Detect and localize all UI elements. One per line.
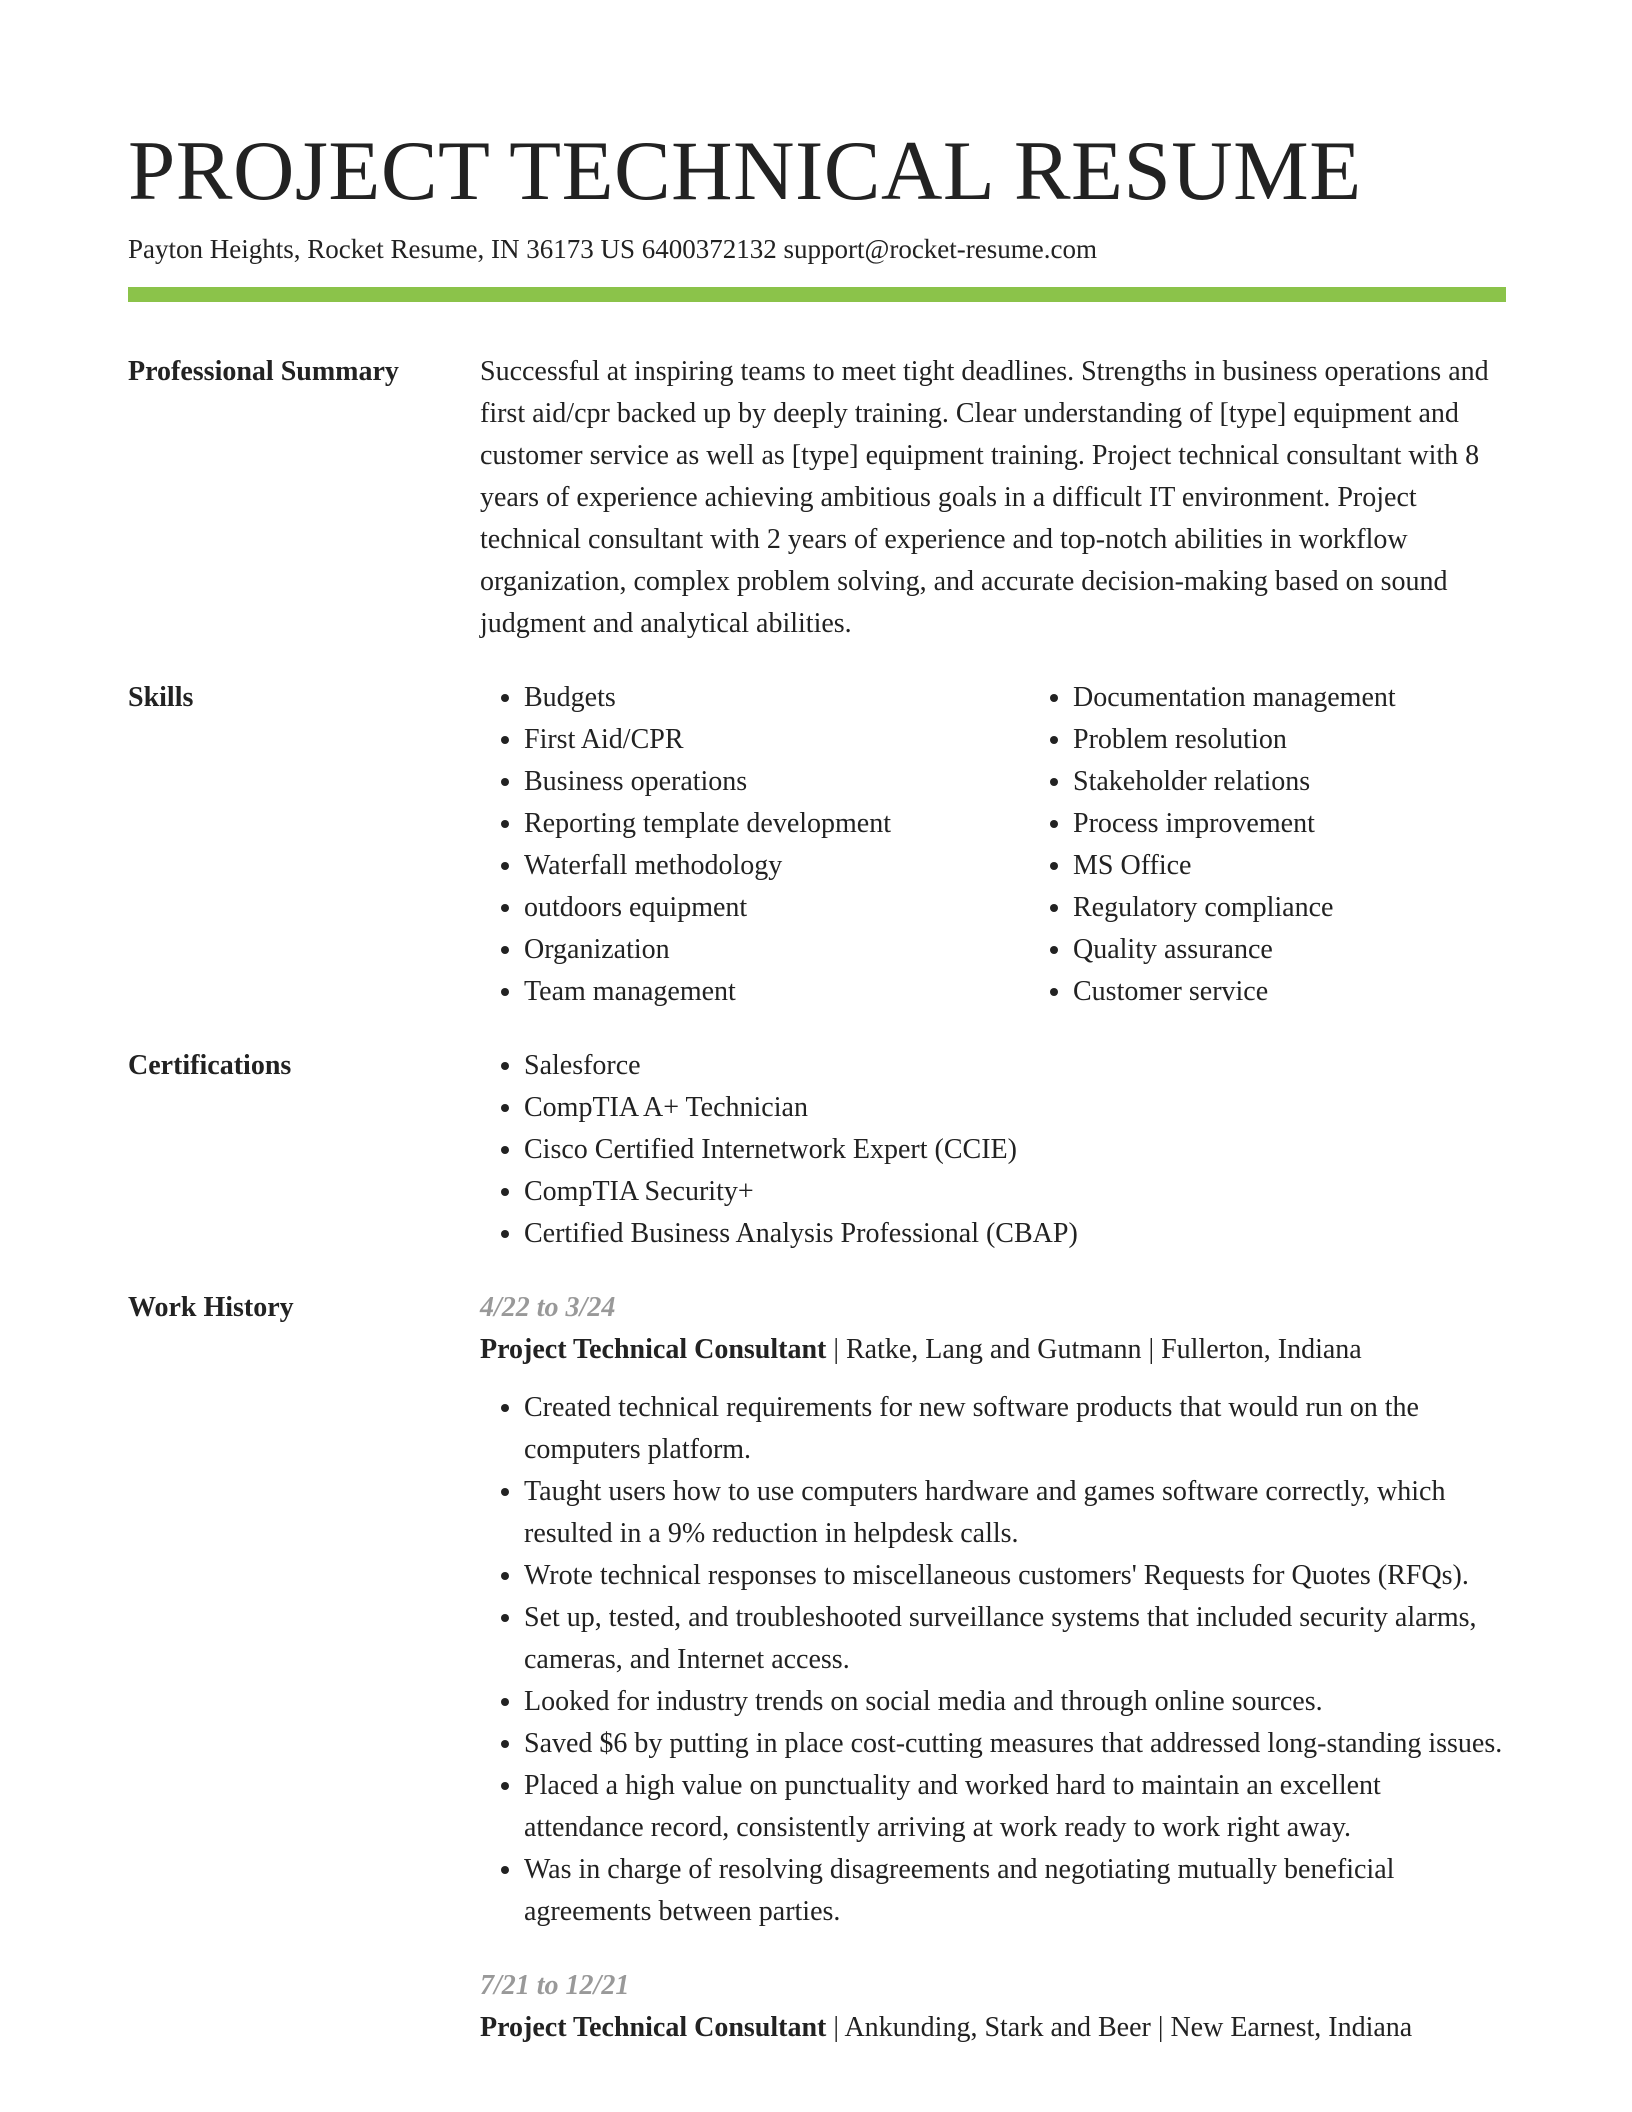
skill-item: • Organization (524, 929, 1029, 971)
job-title: Project Technical Consultant (480, 2012, 827, 2043)
skill-item: • Business operations (524, 761, 1029, 803)
responsibility-item: • Created technical requirements for new software products that would run on the computers platform. (524, 1387, 1506, 1471)
skill-item: • Documentation management (1073, 677, 1578, 719)
responsibility-item: • Taught users how to use computers hardware and games software correctly, which resulted in a 9% reduction in helpdesk calls. (524, 1471, 1506, 1555)
job-heading (480, 1329, 1506, 1371)
resume-title: PROJECT TECHNICAL RESUME (128, 124, 1362, 218)
certification-item: • CompTIA A+ Technician (524, 1087, 1506, 1129)
job-dates: 4/22 to 3/24 (480, 1292, 616, 1323)
job-title: Project Technical Consultant (480, 1334, 827, 1365)
job-employer-location: | Ankunding, Stark and Beer | New Earnest, Indiana (826, 2012, 1413, 2043)
certifications-label: Certifications (128, 1050, 292, 1081)
responsibility-item: • Set up, tested, and troubleshooted surveillance systems that included security alarms, cameras, and Internet access. (524, 1597, 1506, 1681)
skill-item: • Budgets (524, 677, 1029, 719)
responsibility-item: • Wrote technical responses to miscellaneous customers' Requests for Quotes (RFQs). (524, 1555, 1506, 1597)
skill-item: • Problem resolution (1073, 719, 1578, 761)
contact-line: Payton Heights, Rocket Resume, IN 36173 US 6400372132 support@rocket-resume.com (128, 234, 1097, 264)
responsibility-item: • Looked for industry trends on social media and through online sources. (524, 1681, 1506, 1723)
certification-item: • Certified Business Analysis Professional (CBAP) (524, 1213, 1506, 1255)
skills-column-2 (1029, 677, 1578, 1013)
skill-item: • Waterfall methodology (524, 845, 1029, 887)
certification-item: • Cisco Certified Internetwork Expert (CCIE) (524, 1129, 1506, 1171)
job-entry (480, 1287, 1506, 1933)
skill-item: • Regulatory compliance (1073, 887, 1578, 929)
responsibility-item: • Was in charge of resolving disagreements and negotiating mutually beneficial agreements between parties. (524, 1849, 1506, 1933)
responsibility-item: • Saved $6 by putting in place cost-cutting measures that addressed long-standing issues. (524, 1723, 1506, 1765)
job-dates: 7/21 to 12/21 (480, 1970, 630, 2001)
skill-item: • Stakeholder relations (1073, 761, 1578, 803)
skill-item: • Customer service (1073, 971, 1578, 1013)
responsibility-item: • Placed a high value on punctuality and worked hard to maintain an excellent attendance record, consistently arriving at work ready to work right away. (524, 1765, 1506, 1849)
work-history-label: Work History (128, 1292, 294, 1323)
skill-item: • Reporting template development (524, 803, 1029, 845)
skill-item: • First Aid/CPR (524, 719, 1029, 761)
certifications-list (480, 1045, 1506, 1255)
skill-item: • Process improvement (1073, 803, 1578, 845)
certification-item: • CompTIA Security+ (524, 1171, 1506, 1213)
skills-section (128, 677, 1506, 1013)
certification-item: • Salesforce (524, 1045, 1506, 1087)
skill-item: • outdoors equipment (524, 887, 1029, 929)
work-history-section (128, 1287, 1506, 2081)
job-entry (480, 1965, 1506, 2049)
certifications-section (128, 1045, 1506, 1255)
job-employer-location: | Ratke, Lang and Gutmann | Fullerton, Indiana (826, 1334, 1362, 1365)
summary-section (128, 351, 1506, 645)
job-heading (480, 2007, 1506, 2049)
resume-page (128, 0, 1506, 2081)
skills-label: Skills (128, 682, 194, 713)
skill-item: • Team management (524, 971, 1029, 1013)
skill-item: • Quality assurance (1073, 929, 1578, 971)
skill-item: • MS Office (1073, 845, 1578, 887)
accent-divider (128, 287, 1506, 302)
skills-column-1 (480, 677, 1029, 1013)
summary-text: Successful at inspiring teams to meet tight deadlines. Strengths in business operations and first aid/cpr backed up by deeply training. Clear understanding of [type] equipment and customer service as well as [type] equipment training. Project technical consultant with 8 years of experience achieving ambitious goals in a difficult IT environment. Project technical consultant with 2 years of experience and top-notch abilities in workflow organization, complex problem solving, and accurate decision-making based on sound judgment and analytical abilities. (480, 356, 1489, 639)
summary-label: Professional Summary (128, 356, 399, 387)
job-responsibilities (480, 1387, 1506, 1933)
